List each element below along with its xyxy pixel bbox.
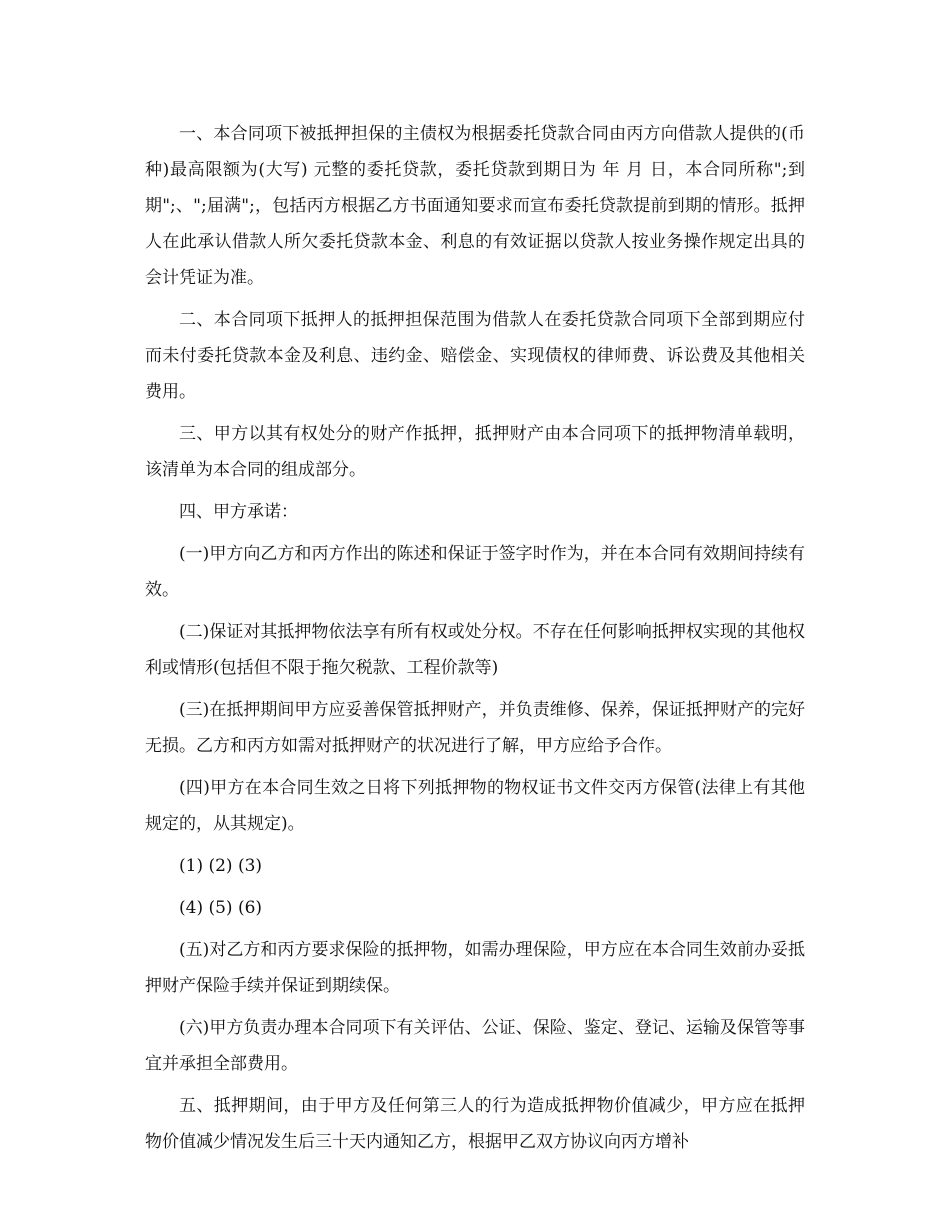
clause-4-item-4: (四)甲方在本合同生效之日将下列抵押物的物权证书文件交丙方保管(法律上有其他规定的，从其规定)。 xyxy=(145,778,805,834)
clause-4-item-1: (一)甲方向乙方和丙方作出的陈述和保证于签字时作为，并在本合同有效期间持续有效。 xyxy=(145,544,805,600)
document-body xyxy=(145,116,805,1166)
clause-1-paragraph: 一、本合同项下被抵押担保的主债权为根据委托贷款合同由丙方向借款人提供的(币种)最高限额为(大写) 元整的委托贷款，委托贷款到期日为 年 月 日，本合同所称";到期";、";届满";，包括丙方根据乙方书面通知要求而宣布委托贷款提前到期的情形。抵押人在此承认借款人所欠委托贷款本金、利息的有效证据以贷款人按业务操作规定出具的会计凭证为准。 xyxy=(145,124,805,288)
clause-4-item-5: (五)对乙方和丙方要求保险的抵押物，如需办理保险，甲方应在本合同生效前办妥抵押财产保险手续并保证到期续保。 xyxy=(145,940,805,996)
clause-3-paragraph: 三、甲方以其有权处分的财产作抵押，抵押财产由本合同项下的抵押物清单载明，该清单为本合同的组成部分。 xyxy=(145,424,805,480)
clause-4-item-3: (三)在抵押期间甲方应妥善保管抵押财产，并负责维修、保养，保证抵押财产的完好无损。乙方和丙方如需对抵押财产的状况进行了解，甲方应给予合作。 xyxy=(145,700,805,756)
clause-4-item-6: (六)甲方负责办理本合同项下有关评估、公证、保险、鉴定、登记、运输及保管等事宜并承担全部费用。 xyxy=(145,1018,805,1074)
clause-2-paragraph: 二、本合同项下抵押人的抵押担保范围为借款人在委托贷款合同项下全部到期应付而未付委托贷款本金及利息、违约金、赔偿金、实现债权的律师费、诉讼费及其他相关费用。 xyxy=(145,310,805,402)
certificate-list-row-2: (4) (5) (6) xyxy=(179,898,263,918)
clause-4-item-2: (二)保证对其抵押物依法享有所有权或处分权。不存在任何影响抵押权实现的其他权利或情形(包括但不限于拖欠税款、工程价款等) xyxy=(145,622,805,678)
certificate-list-row-1: (1) (2) (3) xyxy=(179,856,263,876)
clause-5-paragraph: 五、抵押期间，由于甲方及任何第三人的行为造成抵押物价值减少，甲方应在抵押物价值减少情况发生后三十天内通知乙方，根据甲乙双方协议向丙方增补 xyxy=(145,1096,805,1152)
clause-4-heading: 四、甲方承诺： xyxy=(179,502,298,522)
